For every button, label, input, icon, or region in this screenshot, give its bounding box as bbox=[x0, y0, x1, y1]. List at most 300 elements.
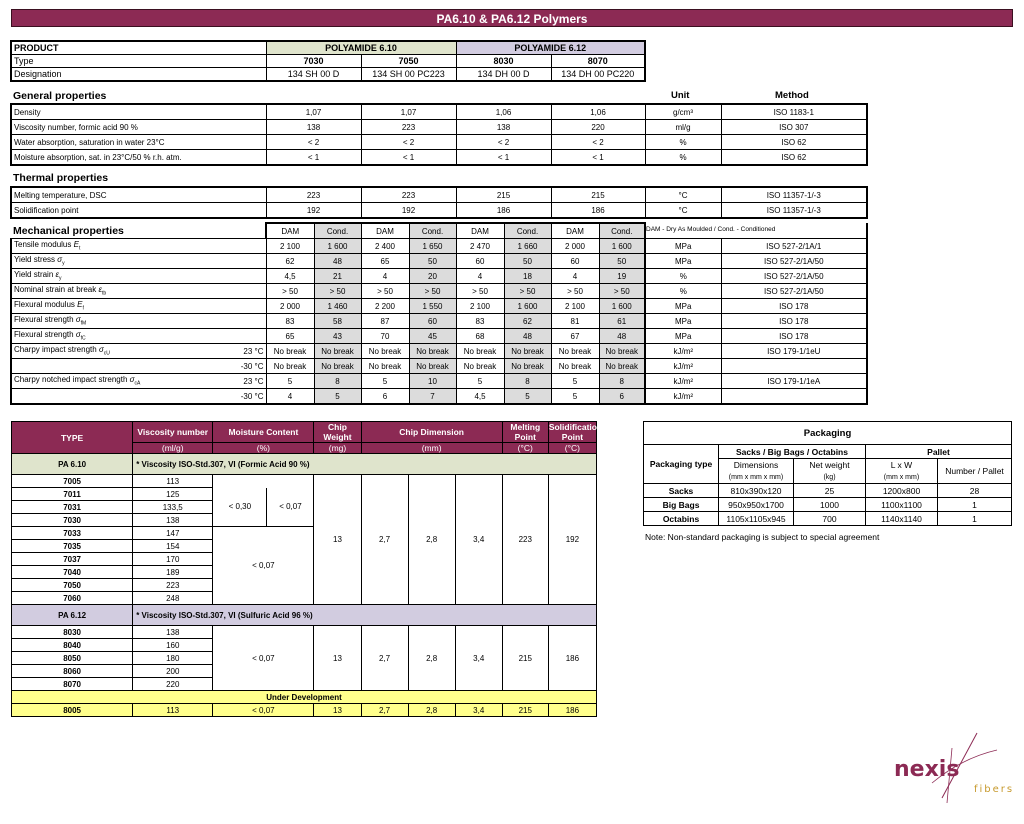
mechanical-value: 65 bbox=[361, 254, 409, 269]
property-value: 186 bbox=[456, 203, 551, 219]
mechanical-subscript: y bbox=[59, 275, 62, 282]
property-value: 1,07 bbox=[361, 104, 456, 120]
col-solid-unit: (°C) bbox=[548, 443, 596, 454]
col-chip-dim: Chip Dimension bbox=[361, 422, 502, 443]
mechanical-subscript: cU bbox=[103, 350, 110, 357]
col-moisture-unit: (%) bbox=[213, 443, 314, 454]
packaging-row bbox=[644, 512, 1012, 526]
type-cell: 7050 bbox=[361, 55, 456, 68]
grade-moisture: < 0,07 bbox=[267, 488, 314, 527]
mechanical-subscript: f bbox=[82, 305, 84, 312]
grade-group-label: PA 6.12 bbox=[12, 605, 133, 626]
mechanical-value: 5 bbox=[551, 374, 599, 389]
mechanical-value: 68 bbox=[456, 329, 504, 344]
grade-viscosity: 113 bbox=[133, 704, 213, 717]
property-unit: °C bbox=[645, 187, 721, 203]
mechanical-value: 81 bbox=[551, 314, 599, 329]
mechanical-value: 5 bbox=[456, 374, 504, 389]
mechanical-label bbox=[11, 374, 231, 389]
packaging-lw: 1200x800 bbox=[866, 484, 938, 498]
packaging-row bbox=[644, 498, 1012, 512]
mechanical-label bbox=[11, 284, 231, 299]
mechanical-method: ISO 179-1/1eU bbox=[721, 344, 867, 359]
packaging-num: 1 bbox=[938, 498, 1012, 512]
col-melting: Melting Point bbox=[502, 422, 548, 443]
grade-type: 8060 bbox=[12, 665, 133, 678]
grade-type: 7011 bbox=[12, 488, 133, 501]
mechanical-value: 60 bbox=[409, 314, 456, 329]
mechanical-value: 18 bbox=[504, 269, 551, 284]
mechanical-value: 48 bbox=[599, 329, 645, 344]
packaging-type: Big Bags bbox=[644, 498, 719, 512]
grade-type: 7060 bbox=[12, 592, 133, 605]
dam-header: DAM bbox=[266, 223, 314, 239]
mechanical-value: 1 650 bbox=[409, 239, 456, 254]
mechanical-value: 4 bbox=[456, 269, 504, 284]
mechanical-value: 70 bbox=[361, 329, 409, 344]
mechanical-value: No break bbox=[361, 359, 409, 374]
mechanical-value: 50 bbox=[599, 254, 645, 269]
packaging-num: 1 bbox=[938, 512, 1012, 526]
group-pa610: POLYAMIDE 6.10 bbox=[266, 41, 456, 55]
mechanical-value: 5 bbox=[314, 389, 361, 405]
property-row bbox=[11, 203, 867, 219]
property-value: < 1 bbox=[456, 150, 551, 166]
property-value: 138 bbox=[456, 120, 551, 135]
grade-viscosity: 133,5 bbox=[133, 501, 213, 514]
mechanical-unit: MPa bbox=[645, 299, 721, 314]
mechanical-value: 58 bbox=[314, 314, 361, 329]
thermal-heading: Thermal properties bbox=[13, 172, 109, 184]
pack-col-dim: Dimensions (mm x mm x mm) bbox=[719, 459, 794, 484]
designation-cell: 134 DH 00 PC220 bbox=[551, 68, 645, 82]
grade-viscosity: 200 bbox=[133, 665, 213, 678]
property-value: < 2 bbox=[456, 135, 551, 150]
product-table bbox=[10, 40, 646, 82]
grade-row bbox=[12, 626, 597, 639]
temperature-cell: -30 °C bbox=[231, 359, 266, 374]
property-method: ISO 62 bbox=[721, 135, 867, 150]
property-value: 1,06 bbox=[551, 104, 645, 120]
grade-viscosity: 170 bbox=[133, 553, 213, 566]
packaging-lw: 1100x1100 bbox=[866, 498, 938, 512]
mechanical-label-text: Charpy notched impact strength bbox=[14, 375, 128, 385]
logo-sub: fibers bbox=[974, 784, 1015, 795]
mechanical-value: > 50 bbox=[504, 284, 551, 299]
dev-label: Under Development bbox=[12, 691, 597, 704]
grades-table bbox=[11, 421, 603, 717]
grade-type: 8070 bbox=[12, 678, 133, 691]
packaging-type: Sacks bbox=[644, 484, 719, 498]
mechanical-value: 8 bbox=[599, 374, 645, 389]
property-label: Solidification point bbox=[14, 205, 79, 215]
mechanical-method: ISO 527-2/1A/50 bbox=[721, 284, 867, 299]
mechanical-value: > 50 bbox=[266, 284, 314, 299]
mechanical-value: 1 660 bbox=[504, 239, 551, 254]
grade-viscosity: 147 bbox=[133, 527, 213, 540]
mechanical-row bbox=[11, 344, 867, 359]
type-cell: 7030 bbox=[266, 55, 361, 68]
mechanical-value: 1 600 bbox=[599, 299, 645, 314]
mechanical-label-text: Flexural strength bbox=[14, 315, 74, 325]
mechanical-label-text: Nominal strain at break bbox=[14, 285, 97, 295]
mechanical-subscript: y bbox=[62, 260, 65, 267]
general-table bbox=[10, 103, 868, 166]
designation-cell: 134 DH 00 D bbox=[456, 68, 551, 82]
grade-moisture: < 0,07 bbox=[213, 704, 314, 717]
mechanical-value: 21 bbox=[314, 269, 361, 284]
nexis-logo bbox=[892, 728, 1017, 808]
property-label: Moisture absorption, sat. in 23°C/50 % r.h. atm. bbox=[14, 152, 182, 162]
col-chip-dim-unit: (mm) bbox=[361, 443, 502, 454]
temperature-cell: 23 °C bbox=[231, 374, 266, 389]
mechanical-unit: % bbox=[645, 269, 721, 284]
property-label: Viscosity number, formic acid 90 % bbox=[14, 122, 138, 132]
grade-group-label: PA 6.10 bbox=[12, 454, 133, 475]
packaging-dim: 950x950x1700 bbox=[719, 498, 794, 512]
mechanical-value: No break bbox=[314, 359, 361, 374]
nexis-logo-graphic bbox=[892, 728, 1017, 808]
unit-heading: Unit bbox=[671, 90, 690, 101]
property-value: 138 bbox=[266, 120, 361, 135]
cond-header: Cond. bbox=[504, 223, 551, 239]
grade-type: 7031 bbox=[12, 501, 133, 514]
property-value: 215 bbox=[551, 187, 645, 203]
mechanical-value: > 50 bbox=[361, 284, 409, 299]
temperature-cell bbox=[231, 254, 266, 269]
mechanical-method: ISO 178 bbox=[721, 299, 867, 314]
mechanical-value: > 50 bbox=[599, 284, 645, 299]
temperature-cell bbox=[231, 269, 266, 284]
mechanical-value: 5 bbox=[504, 389, 551, 405]
property-label: Density bbox=[14, 107, 41, 117]
mechanical-row bbox=[11, 389, 867, 405]
mechanical-value: 8 bbox=[314, 374, 361, 389]
mechanical-value: No break bbox=[266, 344, 314, 359]
mechanical-method: ISO 178 bbox=[721, 314, 867, 329]
mechanical-row bbox=[11, 329, 867, 344]
grade-dim: 2,7 bbox=[361, 475, 408, 605]
mechanical-unit: kJ/m² bbox=[645, 389, 721, 405]
property-value: 1,06 bbox=[456, 104, 551, 120]
mechanical-value: > 50 bbox=[409, 284, 456, 299]
mechanical-value: 1 460 bbox=[314, 299, 361, 314]
thermal-table bbox=[10, 186, 868, 219]
grade-solid: 192 bbox=[548, 475, 596, 605]
grade-chip-weight: 13 bbox=[314, 475, 361, 605]
mechanical-symbol: σ bbox=[75, 330, 81, 340]
product-label: PRODUCT bbox=[11, 41, 266, 55]
mechanical-symbol: σ bbox=[98, 345, 104, 355]
mechanical-value: No break bbox=[266, 359, 314, 374]
mechanical-value: > 50 bbox=[456, 284, 504, 299]
mechanical-unit: MPa bbox=[645, 314, 721, 329]
method-heading: Method bbox=[775, 90, 809, 101]
mechanical-symbol: E bbox=[77, 300, 83, 310]
mechanical-value: 4 bbox=[266, 389, 314, 405]
property-method: ISO 307 bbox=[721, 120, 867, 135]
packaging-note: Note: Non-standard packaging is subject to special agreement bbox=[645, 532, 880, 542]
mechanical-value: 1 600 bbox=[504, 299, 551, 314]
mechanical-value: 2 100 bbox=[551, 299, 599, 314]
mechanical-label-text: Yield strain bbox=[14, 270, 54, 280]
col-type: TYPE bbox=[12, 422, 133, 454]
grade-type: 7050 bbox=[12, 579, 133, 592]
mechanical-value: 87 bbox=[361, 314, 409, 329]
property-value: 1,07 bbox=[266, 104, 361, 120]
mechanical-value: 5 bbox=[266, 374, 314, 389]
property-value: < 2 bbox=[266, 135, 361, 150]
property-unit: % bbox=[645, 150, 721, 166]
mechanical-unit: MPa bbox=[645, 239, 721, 254]
grade-type: 7005 bbox=[12, 475, 133, 488]
grade-viscosity: 160 bbox=[133, 639, 213, 652]
mechanical-method: ISO 527-2/1A/1 bbox=[721, 239, 867, 254]
temperature-cell bbox=[231, 314, 266, 329]
mechanical-value: No break bbox=[551, 359, 599, 374]
grade-dim: 2,8 bbox=[408, 475, 455, 605]
grade-dim: 2,8 bbox=[408, 626, 455, 691]
mechanical-unit: kJ/m² bbox=[645, 374, 721, 389]
grade-dim: 2,8 bbox=[408, 704, 455, 717]
grade-viscosity: 125 bbox=[133, 488, 213, 501]
packaging-net: 1000 bbox=[794, 498, 866, 512]
mechanical-value: 50 bbox=[409, 254, 456, 269]
mechanical-value: No break bbox=[409, 344, 456, 359]
temperature-cell: -30 °C bbox=[231, 389, 266, 405]
mechanical-row bbox=[11, 359, 867, 374]
packaging-row bbox=[644, 484, 1012, 498]
mechanical-label-text: Flexural strength bbox=[14, 330, 74, 340]
mechanical-value: 2 470 bbox=[456, 239, 504, 254]
mechanical-subscript: fM bbox=[80, 320, 87, 327]
packaging-dim: 810x390x120 bbox=[719, 484, 794, 498]
property-label: Water absorption, saturation in water 23°C bbox=[14, 137, 165, 147]
mechanical-value: 83 bbox=[456, 314, 504, 329]
packaging-lw: 1140x1140 bbox=[866, 512, 938, 526]
mechanical-value: No break bbox=[504, 344, 551, 359]
mechanical-method bbox=[721, 389, 867, 405]
col-moisture: Moisture Content bbox=[213, 422, 314, 443]
mechanical-value: No break bbox=[314, 344, 361, 359]
pack-col-net: Net weight (kg) bbox=[794, 459, 866, 484]
mechanical-unit: kJ/m² bbox=[645, 359, 721, 374]
general-heading: General properties bbox=[13, 90, 107, 102]
grade-group-note: * Viscosity ISO-Std.307, VI (Formic Acid 90 %) bbox=[133, 454, 597, 475]
packaging-num: 28 bbox=[938, 484, 1012, 498]
grade-viscosity: 138 bbox=[133, 626, 213, 639]
mechanical-label bbox=[11, 344, 231, 359]
col-chip-weight: Chip Weight bbox=[314, 422, 361, 443]
property-value: 192 bbox=[361, 203, 456, 219]
mechanical-row bbox=[11, 314, 867, 329]
property-method: ISO 1183-1 bbox=[721, 104, 867, 120]
mechanical-value: > 50 bbox=[551, 284, 599, 299]
property-value: < 1 bbox=[551, 150, 645, 166]
mechanical-label bbox=[11, 389, 231, 405]
mechanical-method: ISO 178 bbox=[721, 329, 867, 344]
mechanical-subscript: fC bbox=[80, 335, 86, 342]
dam-header: DAM bbox=[551, 223, 599, 239]
mechanical-value: No break bbox=[551, 344, 599, 359]
property-unit: ml/g bbox=[645, 120, 721, 135]
mechanical-label-text: Charpy impact strength bbox=[14, 345, 97, 355]
mechanical-value: 61 bbox=[599, 314, 645, 329]
packaging-net: 25 bbox=[794, 484, 866, 498]
mechanical-value: > 50 bbox=[314, 284, 361, 299]
mechanical-value: 4 bbox=[361, 269, 409, 284]
cond-header: Cond. bbox=[314, 223, 361, 239]
mechanical-label-text: Yield stress bbox=[14, 255, 56, 265]
grade-moisture: < 0,30 bbox=[213, 488, 267, 527]
grade-viscosity: 138 bbox=[133, 514, 213, 527]
designation-cell: 134 SH 00 D bbox=[266, 68, 361, 82]
dam-legend: DAM - Dry As Moulded / Cond. - Conditioned bbox=[646, 226, 776, 233]
property-method: ISO 11357-1/-3 bbox=[721, 187, 867, 203]
page-title: PA6.10 & PA6.12 Polymers bbox=[11, 9, 1013, 27]
mechanical-value: No break bbox=[409, 359, 456, 374]
grade-moisture: < 0,07 bbox=[213, 626, 314, 691]
mechanical-value: 62 bbox=[504, 314, 551, 329]
mechanical-value: 4,5 bbox=[266, 269, 314, 284]
mechanical-row bbox=[11, 239, 867, 254]
grade-viscosity: 220 bbox=[133, 678, 213, 691]
property-row bbox=[11, 187, 867, 203]
grade-group-note: * Viscosity ISO-Std.307, VI (Sulfuric Acid 96 %) bbox=[133, 605, 597, 626]
grade-type: 7040 bbox=[12, 566, 133, 579]
property-value: 220 bbox=[551, 120, 645, 135]
mechanical-value: 1 550 bbox=[409, 299, 456, 314]
grade-viscosity: 248 bbox=[133, 592, 213, 605]
grade-melting: 215 bbox=[502, 704, 548, 717]
property-value: 223 bbox=[361, 120, 456, 135]
property-value: < 2 bbox=[551, 135, 645, 150]
grade-chip-weight: 13 bbox=[314, 704, 361, 717]
mechanical-label bbox=[11, 239, 231, 254]
mechanical-value: 45 bbox=[409, 329, 456, 344]
mechanical-row bbox=[11, 299, 867, 314]
grade-type: 7037 bbox=[12, 553, 133, 566]
mechanical-value: 62 bbox=[266, 254, 314, 269]
property-row bbox=[11, 150, 867, 166]
grade-type: 8030 bbox=[12, 626, 133, 639]
logo-text: nexis bbox=[894, 757, 960, 782]
grade-dim: 3,4 bbox=[455, 704, 502, 717]
mechanical-value: 67 bbox=[551, 329, 599, 344]
mechanical-value: 5 bbox=[361, 374, 409, 389]
dam-header: DAM bbox=[361, 223, 409, 239]
mechanical-symbol: E bbox=[73, 240, 79, 250]
packaging-net: 700 bbox=[794, 512, 866, 526]
grade-viscosity: 189 bbox=[133, 566, 213, 579]
mechanical-symbol: σ bbox=[75, 315, 81, 325]
mechanical-row bbox=[11, 284, 867, 299]
packaging-type: Octabins bbox=[644, 512, 719, 526]
type-cell: 8030 bbox=[456, 55, 551, 68]
mechanical-value: 20 bbox=[409, 269, 456, 284]
mechanical-value: No break bbox=[456, 344, 504, 359]
grade-type: 7035 bbox=[12, 540, 133, 553]
mechanical-subscript: cA bbox=[134, 380, 141, 387]
temperature-cell bbox=[231, 239, 266, 254]
property-unit: % bbox=[645, 135, 721, 150]
grade-melting: 223 bbox=[502, 475, 548, 605]
property-value: < 1 bbox=[266, 150, 361, 166]
grade-dim: 3,4 bbox=[455, 475, 502, 605]
grade-type: 7033 bbox=[12, 527, 133, 540]
grade-solid: 186 bbox=[548, 704, 596, 717]
temperature-cell bbox=[231, 329, 266, 344]
grade-type: 8040 bbox=[12, 639, 133, 652]
grade-group-row bbox=[12, 454, 597, 475]
mechanical-value: 43 bbox=[314, 329, 361, 344]
pack-col-type: Packaging type bbox=[644, 445, 719, 484]
mechanical-method: ISO 179-1/1eA bbox=[721, 374, 867, 389]
mechanical-value: 2 000 bbox=[266, 299, 314, 314]
mechanical-value: 50 bbox=[504, 254, 551, 269]
mechanical-method: ISO 527-2/1A/50 bbox=[721, 254, 867, 269]
grade-type: 8005 bbox=[12, 704, 133, 717]
packaging-dim: 1105x1105x945 bbox=[719, 512, 794, 526]
mechanical-label bbox=[11, 254, 231, 269]
packaging-title: Packaging bbox=[644, 422, 1012, 445]
mechanical-row bbox=[11, 374, 867, 389]
mechanical-row bbox=[11, 269, 867, 284]
mechanical-symbol: ε bbox=[55, 270, 60, 280]
mechanical-value: 65 bbox=[266, 329, 314, 344]
packaging-table bbox=[643, 421, 1012, 526]
group-pa612: POLYAMIDE 6.12 bbox=[456, 41, 645, 55]
pack-group-pallet: Pallet bbox=[866, 445, 1012, 459]
cond-header: Cond. bbox=[599, 223, 645, 239]
grade-dim: 2,7 bbox=[361, 626, 408, 691]
mechanical-value: 6 bbox=[361, 389, 409, 405]
mechanical-value: 2 000 bbox=[551, 239, 599, 254]
property-unit: g/cm³ bbox=[645, 104, 721, 120]
cond-header: Cond. bbox=[409, 223, 456, 239]
mechanical-value: 48 bbox=[314, 254, 361, 269]
property-method: ISO 11357-1/-3 bbox=[721, 203, 867, 219]
mechanical-row bbox=[11, 254, 867, 269]
temperature-cell bbox=[231, 284, 266, 299]
mechanical-value: 7 bbox=[409, 389, 456, 405]
designation-cell: 134 SH 00 PC223 bbox=[361, 68, 456, 82]
grade-melting: 215 bbox=[502, 626, 548, 691]
mechanical-value: 1 600 bbox=[314, 239, 361, 254]
grade-spacer bbox=[213, 475, 314, 488]
grade-viscosity: 154 bbox=[133, 540, 213, 553]
property-method: ISO 62 bbox=[721, 150, 867, 166]
col-viscosity: Viscosity number bbox=[133, 422, 213, 443]
mechanical-symbol: σ bbox=[57, 255, 63, 265]
mechanical-label bbox=[11, 314, 231, 329]
property-row bbox=[11, 120, 867, 135]
mechanical-label bbox=[11, 329, 231, 344]
mechanical-value: 48 bbox=[504, 329, 551, 344]
mechanical-heading: Mechanical properties bbox=[13, 225, 124, 237]
col-melting-unit: (°C) bbox=[502, 443, 548, 454]
grade-type: 7030 bbox=[12, 514, 133, 527]
mechanical-symbol: σ bbox=[129, 375, 135, 385]
mechanical-label bbox=[11, 299, 231, 314]
grade-solid: 186 bbox=[548, 626, 596, 691]
dam-header: DAM bbox=[456, 223, 504, 239]
mechanical-method bbox=[721, 359, 867, 374]
grade-row bbox=[12, 704, 597, 717]
mechanical-value: 19 bbox=[599, 269, 645, 284]
property-unit: °C bbox=[645, 203, 721, 219]
mechanical-label bbox=[11, 359, 231, 374]
